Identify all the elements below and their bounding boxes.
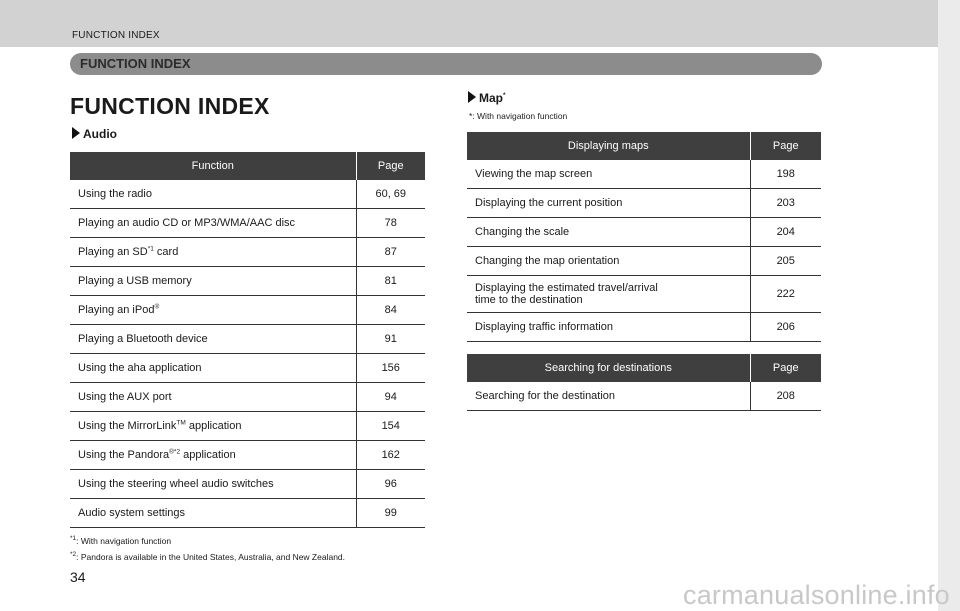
function-cell [70, 499, 356, 528]
table-row [70, 238, 425, 267]
table-row [467, 276, 821, 313]
function-text: Viewing the map screen [475, 168, 593, 180]
column-header-function: Displaying maps [467, 132, 750, 160]
function-cell [70, 383, 356, 412]
page-cell: 162 [356, 441, 425, 470]
page-number: 34 [70, 569, 86, 585]
map-searching-table [467, 354, 821, 411]
page-cell: 198 [750, 160, 821, 189]
page-edge [938, 0, 960, 611]
page-cell: 91 [356, 325, 425, 354]
page-cell: 84 [356, 296, 425, 325]
function-cell [467, 189, 750, 218]
section-banner [70, 53, 822, 75]
table-row [70, 296, 425, 325]
column-header-function: Searching for destinations [467, 354, 750, 382]
function-text: Using the MirrorLink [78, 420, 177, 432]
section-banner-label: FUNCTION INDEX [80, 56, 191, 71]
function-cell [467, 218, 750, 247]
function-text: Displaying the current position [475, 197, 623, 209]
footnote-text: : Pandora is available in the United States, Australia, and New Zealand. [76, 552, 346, 562]
column-header-page: Page [750, 354, 821, 382]
page-cell: 205 [750, 247, 821, 276]
audio-heading-text: Audio [83, 127, 117, 141]
page-cell: 154 [356, 412, 425, 441]
audio-footnotes [70, 533, 345, 565]
function-text: Playing an iPod [78, 304, 155, 316]
function-cell [467, 313, 750, 342]
table-row [70, 325, 425, 354]
table-row [70, 354, 425, 383]
map-heading [468, 91, 506, 105]
function-cell [467, 247, 750, 276]
superscript-mark: TM [176, 419, 186, 427]
function-text: application [180, 449, 236, 461]
function-cell [70, 354, 356, 383]
column-header-page: Page [750, 132, 821, 160]
function-text: Displaying the estimated travel/arrival time to the destination [475, 282, 658, 306]
superscript-mark: *1 [147, 245, 154, 253]
function-text: Using the radio [78, 188, 152, 200]
page-cell: 96 [356, 470, 425, 499]
function-text: Changing the scale [475, 226, 570, 238]
page-cell: 78 [356, 209, 425, 238]
function-cell [70, 209, 356, 238]
map-heading-mark: * [503, 92, 506, 99]
superscript-mark: ®*2 [169, 448, 181, 456]
page-cell: 206 [750, 313, 821, 342]
footnote-mark: *2 [70, 551, 77, 559]
page-cell: 81 [356, 267, 425, 296]
function-text: Playing an SD [78, 246, 148, 258]
page-cell: 60, 69 [356, 180, 425, 209]
map-displaying-table [467, 132, 821, 342]
function-text: Using the steering wheel audio switches [78, 478, 274, 490]
function-cell [467, 160, 750, 189]
table-row [467, 218, 821, 247]
audio-function-table [70, 152, 425, 528]
function-text: Displaying traffic information [475, 321, 613, 333]
function-text: Playing a Bluetooth device [78, 333, 208, 345]
table-row [467, 247, 821, 276]
table-row [467, 160, 821, 189]
column-header-function: Function [70, 152, 356, 180]
page-cell: 204 [750, 218, 821, 247]
table-row [467, 313, 821, 342]
function-cell [467, 276, 750, 313]
table-header-row [70, 152, 425, 180]
function-cell [70, 325, 356, 354]
function-cell [70, 470, 356, 499]
table-row [467, 189, 821, 218]
page-cell: 156 [356, 354, 425, 383]
function-text: Playing an audio CD or MP3/WMA/AAC disc [78, 217, 296, 229]
function-text: Using the aha application [78, 362, 202, 374]
function-cell [70, 180, 356, 209]
function-cell [70, 296, 356, 325]
table-row [70, 470, 425, 499]
function-text: Using the AUX port [78, 391, 172, 403]
footnote-text: : With navigation function [76, 536, 172, 546]
page-cell: 99 [356, 499, 425, 528]
table-row [70, 412, 425, 441]
function-text: Changing the map orientation [475, 255, 620, 267]
function-text: card [153, 246, 179, 258]
column-header-page: Page [356, 152, 425, 180]
watermark: carmanualsonline.info [683, 580, 950, 610]
table-header-row [467, 132, 821, 160]
page-title: FUNCTION INDEX [70, 93, 270, 119]
footnote-mark: *1 [70, 535, 77, 543]
table-row [70, 383, 425, 412]
map-note: *: With navigation function [469, 111, 568, 121]
table-row [70, 499, 425, 528]
page-cell: 222 [750, 276, 821, 313]
superscript-mark: ® [154, 303, 160, 311]
table-row [70, 209, 425, 238]
function-text: Searching for the destination [475, 390, 616, 402]
page-cell: 94 [356, 383, 425, 412]
table-row [70, 441, 425, 470]
function-cell [467, 382, 750, 411]
header-title: FUNCTION INDEX [72, 30, 160, 41]
function-text: Playing a USB memory [78, 275, 192, 287]
page-cell: 203 [750, 189, 821, 218]
function-text: application [185, 420, 242, 432]
function-cell [70, 441, 356, 470]
header-bar [0, 0, 938, 47]
map-heading-text: Map [479, 91, 503, 105]
table-row [467, 382, 821, 411]
triangle-right-icon [72, 127, 80, 139]
triangle-right-icon [468, 91, 476, 103]
table-header-row [467, 354, 821, 382]
page-cell: 87 [356, 238, 425, 267]
function-cell [70, 412, 356, 441]
footnote-2 [70, 549, 345, 565]
function-cell [70, 238, 356, 267]
page-cell: 208 [750, 382, 821, 411]
footnote-1 [70, 533, 345, 549]
function-text: Using the Pandora [78, 449, 170, 461]
function-text: Audio system settings [78, 507, 185, 519]
table-row [70, 267, 425, 296]
audio-heading [72, 127, 117, 141]
function-cell [70, 267, 356, 296]
table-row [70, 180, 425, 209]
